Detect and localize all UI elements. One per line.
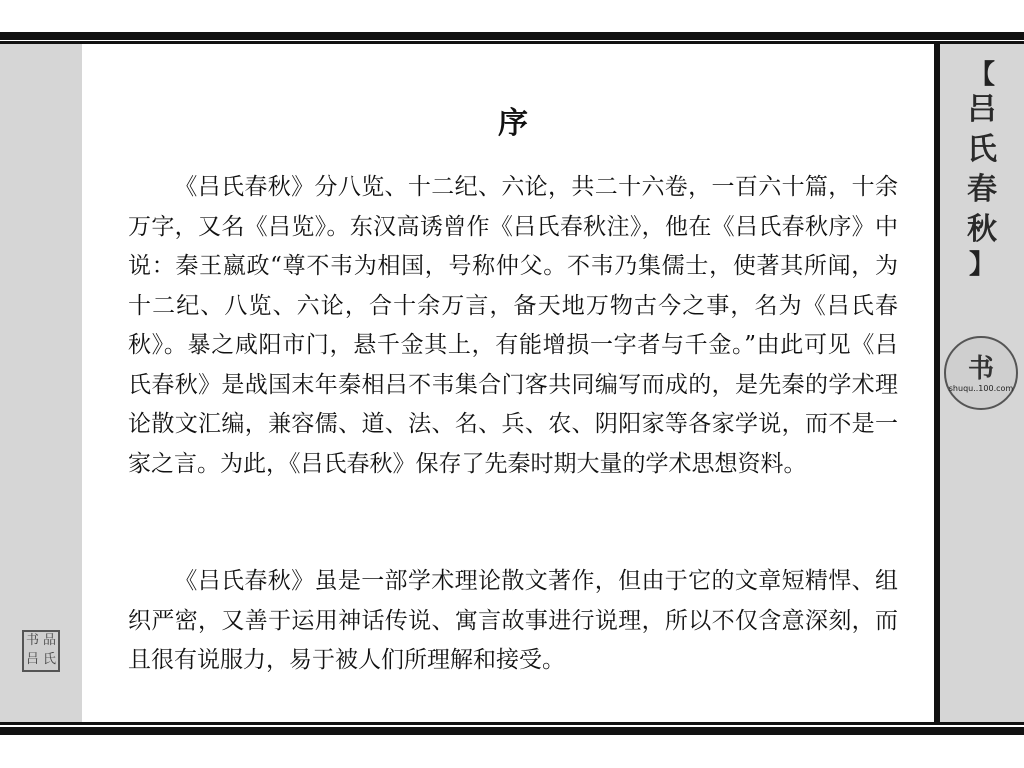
stamp-url: shuqu..100.com <box>948 383 1014 393</box>
page-title: 序 <box>498 106 528 141</box>
title-char: 氏 <box>967 132 997 167</box>
bottom-rule-thin <box>0 722 1024 725</box>
title-char: 春 <box>967 172 997 207</box>
bottom-rule-thick <box>0 727 1024 735</box>
stamp-glyph: 书 <box>967 353 994 384</box>
main-content <box>128 44 898 722</box>
bracket-top: 【 <box>968 60 995 90</box>
title-char: 秋 <box>967 212 997 247</box>
vertical-book-title <box>940 60 1024 280</box>
site-logo-stamp <box>944 336 1018 410</box>
seal-char: 书 <box>25 633 39 648</box>
bracket-bottom: 】 <box>968 250 995 280</box>
seal-char: 氏 <box>42 652 56 667</box>
seal-char: 品 <box>42 633 56 648</box>
paragraph-text: 《吕氏春秋》分八览、十二纪、六论，共二十六卷，一百六十篇，十余万字，又名《吕览》。东汉高诱曾作《吕氏春秋注》，他在《吕氏春秋序》中说：秦王嬴政“尊不韦为相国，号称仲父。不韦乃集儒士，使著其所闻，为十二纪、八览、六论，合十余万言，备天地万物古今之事，名为《吕氏春秋》。暴之咸阳市门，悬千金其上，有能增损一字者与千金。”由此可见《吕氏春秋》是战国末年秦相吕不韦集合门客共同编写而成的，是先秦的学术理论散文汇编，兼容儒、道、法、名、兵、农、阴阳家等各家学说，而不是一家之言。为此，《吕氏春秋》保存了先秦时期大量的学术思想资料。 <box>128 174 898 477</box>
left-margin-strip <box>0 44 82 722</box>
seal-char: 吕 <box>25 652 39 667</box>
right-sidebar <box>940 44 1024 722</box>
title-char: 吕 <box>967 92 997 127</box>
paragraph-1 <box>128 168 898 484</box>
left-seal-icon <box>22 630 60 672</box>
top-rule-thick <box>0 32 1024 40</box>
paragraph-2 <box>128 562 898 681</box>
paragraph-text: 《吕氏春秋》虽是一部学术理论散文著作，但由于它的文章短精悍、组织严密，又善于运用神话传说、寓言故事进行说理，所以不仅含意深刻，而且很有说服力，易于被人们所理解和接受。 <box>128 568 898 673</box>
page-frame <box>0 44 1024 722</box>
